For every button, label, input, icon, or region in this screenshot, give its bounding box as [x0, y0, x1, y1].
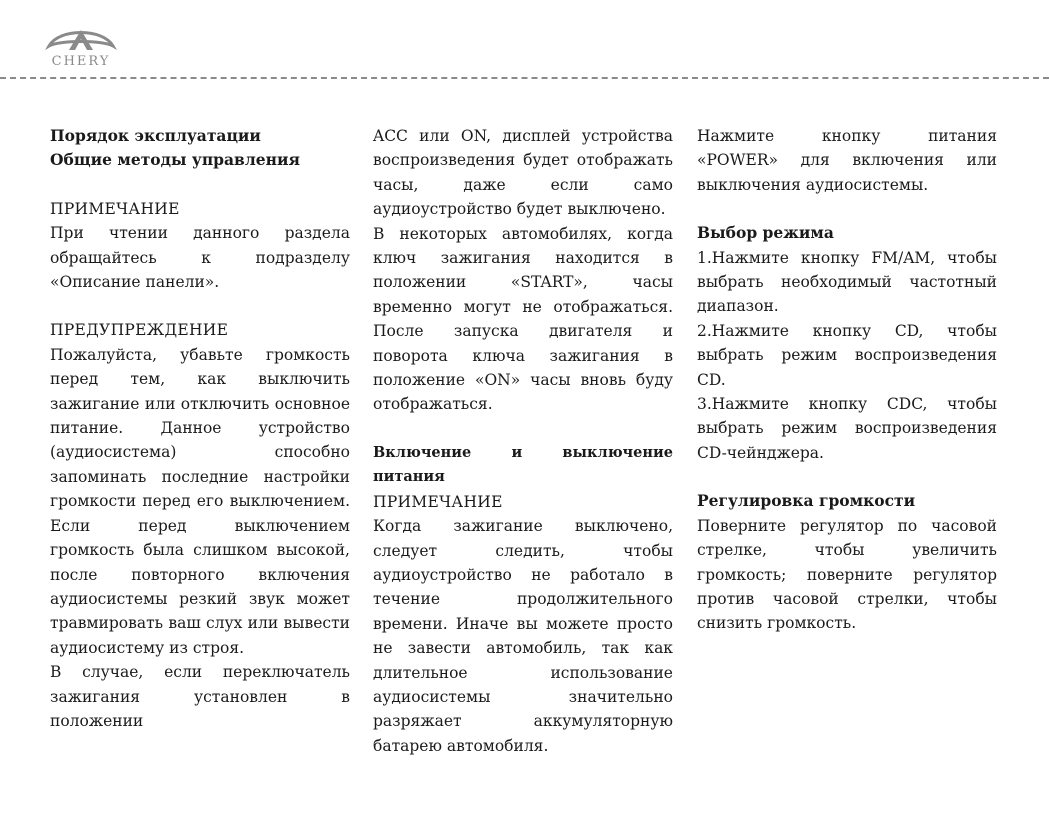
- clock-paragraph: ACC или ON, дисплей устройства воспроизведения будет отображать часы, даже если само аудиоустройство будет выключено.: [373, 127, 673, 219]
- volume-text: Поверните регулятор по часовой стрелке, чтобы увеличить громкость; поверните регулятор против часовой стрелки, чтобы снизить громкость.: [697, 516, 997, 633]
- subsection-title: Общие методы управления: [50, 150, 300, 170]
- mode-item: 2.Нажмите кнопку CD, чтобы выбрать режим воспроизведения CD.: [697, 321, 997, 389]
- warning-text: Пожалуйста, убавьте громкость перед тем, как выключить зажигание или отключить основное питание. Данное устройство (аудиосистема) способно запоминать последние настройки громкости перед его выключением. Если перед выключением громкость была слишком высокой, после повторного включения аудиосистемы резкий звук может травмировать ваш слух или вывести аудиосистему из строя.: [50, 345, 350, 657]
- note-title: ПРИМЕЧАНИЕ: [50, 199, 180, 218]
- ignition-paragraph: В случае, если переключатель зажигания установлен в положении: [50, 663, 350, 730]
- warning-title: ПРЕДУПРЕЖДЕНИЕ: [50, 321, 229, 340]
- volume-heading: Регулировка громкости: [697, 491, 916, 511]
- header-divider: [0, 77, 1049, 79]
- mode-item: 1.Нажмите кнопку FM/AM, чтобы выбрать необходимый частотный диапазон.: [697, 248, 997, 316]
- note-text: При чтении данного раздела обращайтесь к подразделу «Описание панели».: [50, 224, 350, 292]
- brand-logo: [44, 26, 118, 72]
- column-left: [50, 124, 350, 733]
- power-note-title: ПРИМЕЧАНИЕ: [373, 492, 503, 511]
- start-paragraph: В некоторых автомобилях, когда ключ зажигания находится в положении «START», часы временно могут не отображаться. После запуска двигателя и поворота ключа зажигания в положение «ON» часы вновь буду отображаться.: [373, 224, 673, 414]
- column-middle: [373, 124, 673, 758]
- chery-logo-icon: [45, 26, 117, 52]
- mode-item: 3.Нажмите кнопку CDC, чтобы выбрать режим воспроизведения CD-чейнджера.: [697, 395, 997, 462]
- logo-text: CHERY: [51, 54, 111, 69]
- column-right: [697, 124, 997, 636]
- power-note-text: Когда зажигание выключено, следует следить, чтобы аудиоустройство не работало в течение продолжительного времени. Иначе вы можете просто не завести автомобиль, так как длительное использование аудиосистемы значительно разряжает аккумуляторную батарею автомобиля.: [373, 517, 673, 755]
- mode-heading: Выбор режима: [697, 223, 834, 243]
- power-heading: Включение и выключение питания: [373, 443, 673, 486]
- power-text: Нажмите кнопку питания «POWER» для включения или выключения аудиосистемы.: [697, 127, 997, 194]
- section-title: Порядок эксплуатации: [50, 126, 261, 145]
